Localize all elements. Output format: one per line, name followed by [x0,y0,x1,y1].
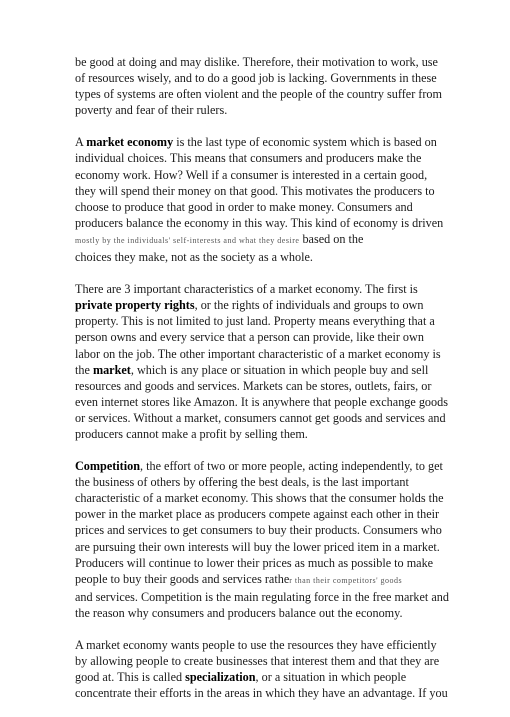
text-run: person owns and every service that a person can provide, like their own [75,330,424,345]
text-line [75,297,470,313]
text-run: are pursuing their own interests will buy the lower priced item in a market. [75,539,440,554]
paragraph [75,458,470,621]
text-run: producers balance the economy in this way. This kind of economy is driven [75,215,444,230]
text-line [75,215,470,231]
text-run: economy work. How? Well if a consumer is interested in a certain good, [75,167,428,182]
text-line [75,539,470,555]
text-run: choices they make, not as the society as a whole. [75,250,313,265]
text-line [75,394,470,410]
text-line [75,653,470,669]
text-line [75,378,470,394]
text-line [75,458,470,474]
paragraph [75,637,470,701]
text-line [75,669,470,685]
text-run: mostly by the individuals' self-interests and what they desire [75,235,300,245]
text-line [75,54,470,70]
text-run: A [75,135,87,150]
text-line [75,249,470,265]
text-run: power in the market place as producers compete against each other in their [75,507,440,522]
text-run: they will spend their money on that good. This motivates the producers to [75,183,435,198]
text-line [75,199,470,215]
text-run: Producers will continue to lower their prices as much as possible to make [75,555,434,570]
text-line [75,362,470,378]
text-line [75,506,470,522]
text-run: even internet stores like Amazon. It is anywhere that people exchange goods [75,394,448,409]
text-line [75,86,470,102]
text-run: the [75,362,93,377]
text-run: r than their competitors' goods [289,575,403,585]
text-line [75,167,470,183]
text-line [75,231,470,249]
bold-term: market [92,362,131,377]
paragraph [75,281,470,442]
text-line [75,329,470,345]
text-run: choose to produce that good in order to make money. Consumers and [75,199,413,214]
text-run: good at. This is called [75,670,186,685]
text-line [75,346,470,362]
bold-term: Competition [75,459,140,474]
text-run: and services. Competition is the main regulating force in the free market and [75,589,449,604]
text-line [75,70,470,86]
text-run: is the last type of economic system which is based on [173,135,437,150]
text-run: , which is any place or situation in which people buy and sell [130,362,429,377]
text-run: by allowing people to create businesses that interest them and that they are [75,654,440,669]
text-line [75,685,470,701]
text-run: poverty and fear of their rulers. [75,103,228,118]
text-run: There are 3 important characteristics of a market economy. The first is [75,282,418,297]
text-run: individual choices. This means that consumers and producers make the [75,151,422,166]
text-run: types of systems are often violent and the people of the country suffer from [75,87,442,102]
text-line [75,474,470,490]
text-run: people to buy their goods and services rathe [75,571,290,586]
text-run: based on the [299,231,364,246]
text-run: the reason why consumers and producers balance out the economy. [75,605,403,620]
text-line [75,150,470,166]
text-line [75,555,470,571]
text-line [75,410,470,426]
text-run: , or the rights of individuals and groups to own [194,298,424,313]
text-line [75,183,470,199]
bold-term: private property rights [75,298,195,313]
text-run: the business of others by offering the best deals, is the last important [75,475,409,490]
bold-term: market economy [86,135,174,150]
text-line [75,589,470,605]
text-line [75,637,470,653]
text-run: be good at doing and may dislike. Therefore, their motivation to work, use [75,55,438,69]
text-run: , or a situation in which people [255,670,407,685]
text-run: concentrate their efforts in the areas in which they have an advantage. If you [75,686,448,701]
document-page [75,54,470,717]
text-run: resources and goods and services. Markets can be stores, outlets, fairs, or [75,378,432,393]
paragraph [75,134,470,265]
text-run: characteristic of a market economy. This shows that the consumer holds the [75,491,444,506]
text-run: prices and services to get consumers to buy their products. Consumers who [75,523,442,538]
text-run: or services. Without a market, consumers cannot get goods and services and [75,410,446,425]
text-run: of resources wisely, and to do a good job is lacking. Governments in these [75,71,437,86]
text-run: , the effort of two or more people, acting independently, to get [140,459,443,474]
text-line [75,134,470,150]
text-line [75,313,470,329]
paragraph [75,54,470,118]
text-run: property. This is not limited to just land. Property means everything that a [75,314,435,329]
text-line [75,102,470,118]
text-run: producers cannot make a profit by selling them. [75,426,308,441]
bold-term: specialization [185,670,256,685]
text-line [75,426,470,442]
text-line [75,490,470,506]
text-line [75,605,470,621]
text-run: A market economy wants people to use the resources they have efficiently [75,638,437,652]
text-line [75,281,470,297]
text-run: labor on the job. The other important characteristic of a market economy is [75,346,441,361]
text-line [75,522,470,538]
text-line [75,571,470,589]
